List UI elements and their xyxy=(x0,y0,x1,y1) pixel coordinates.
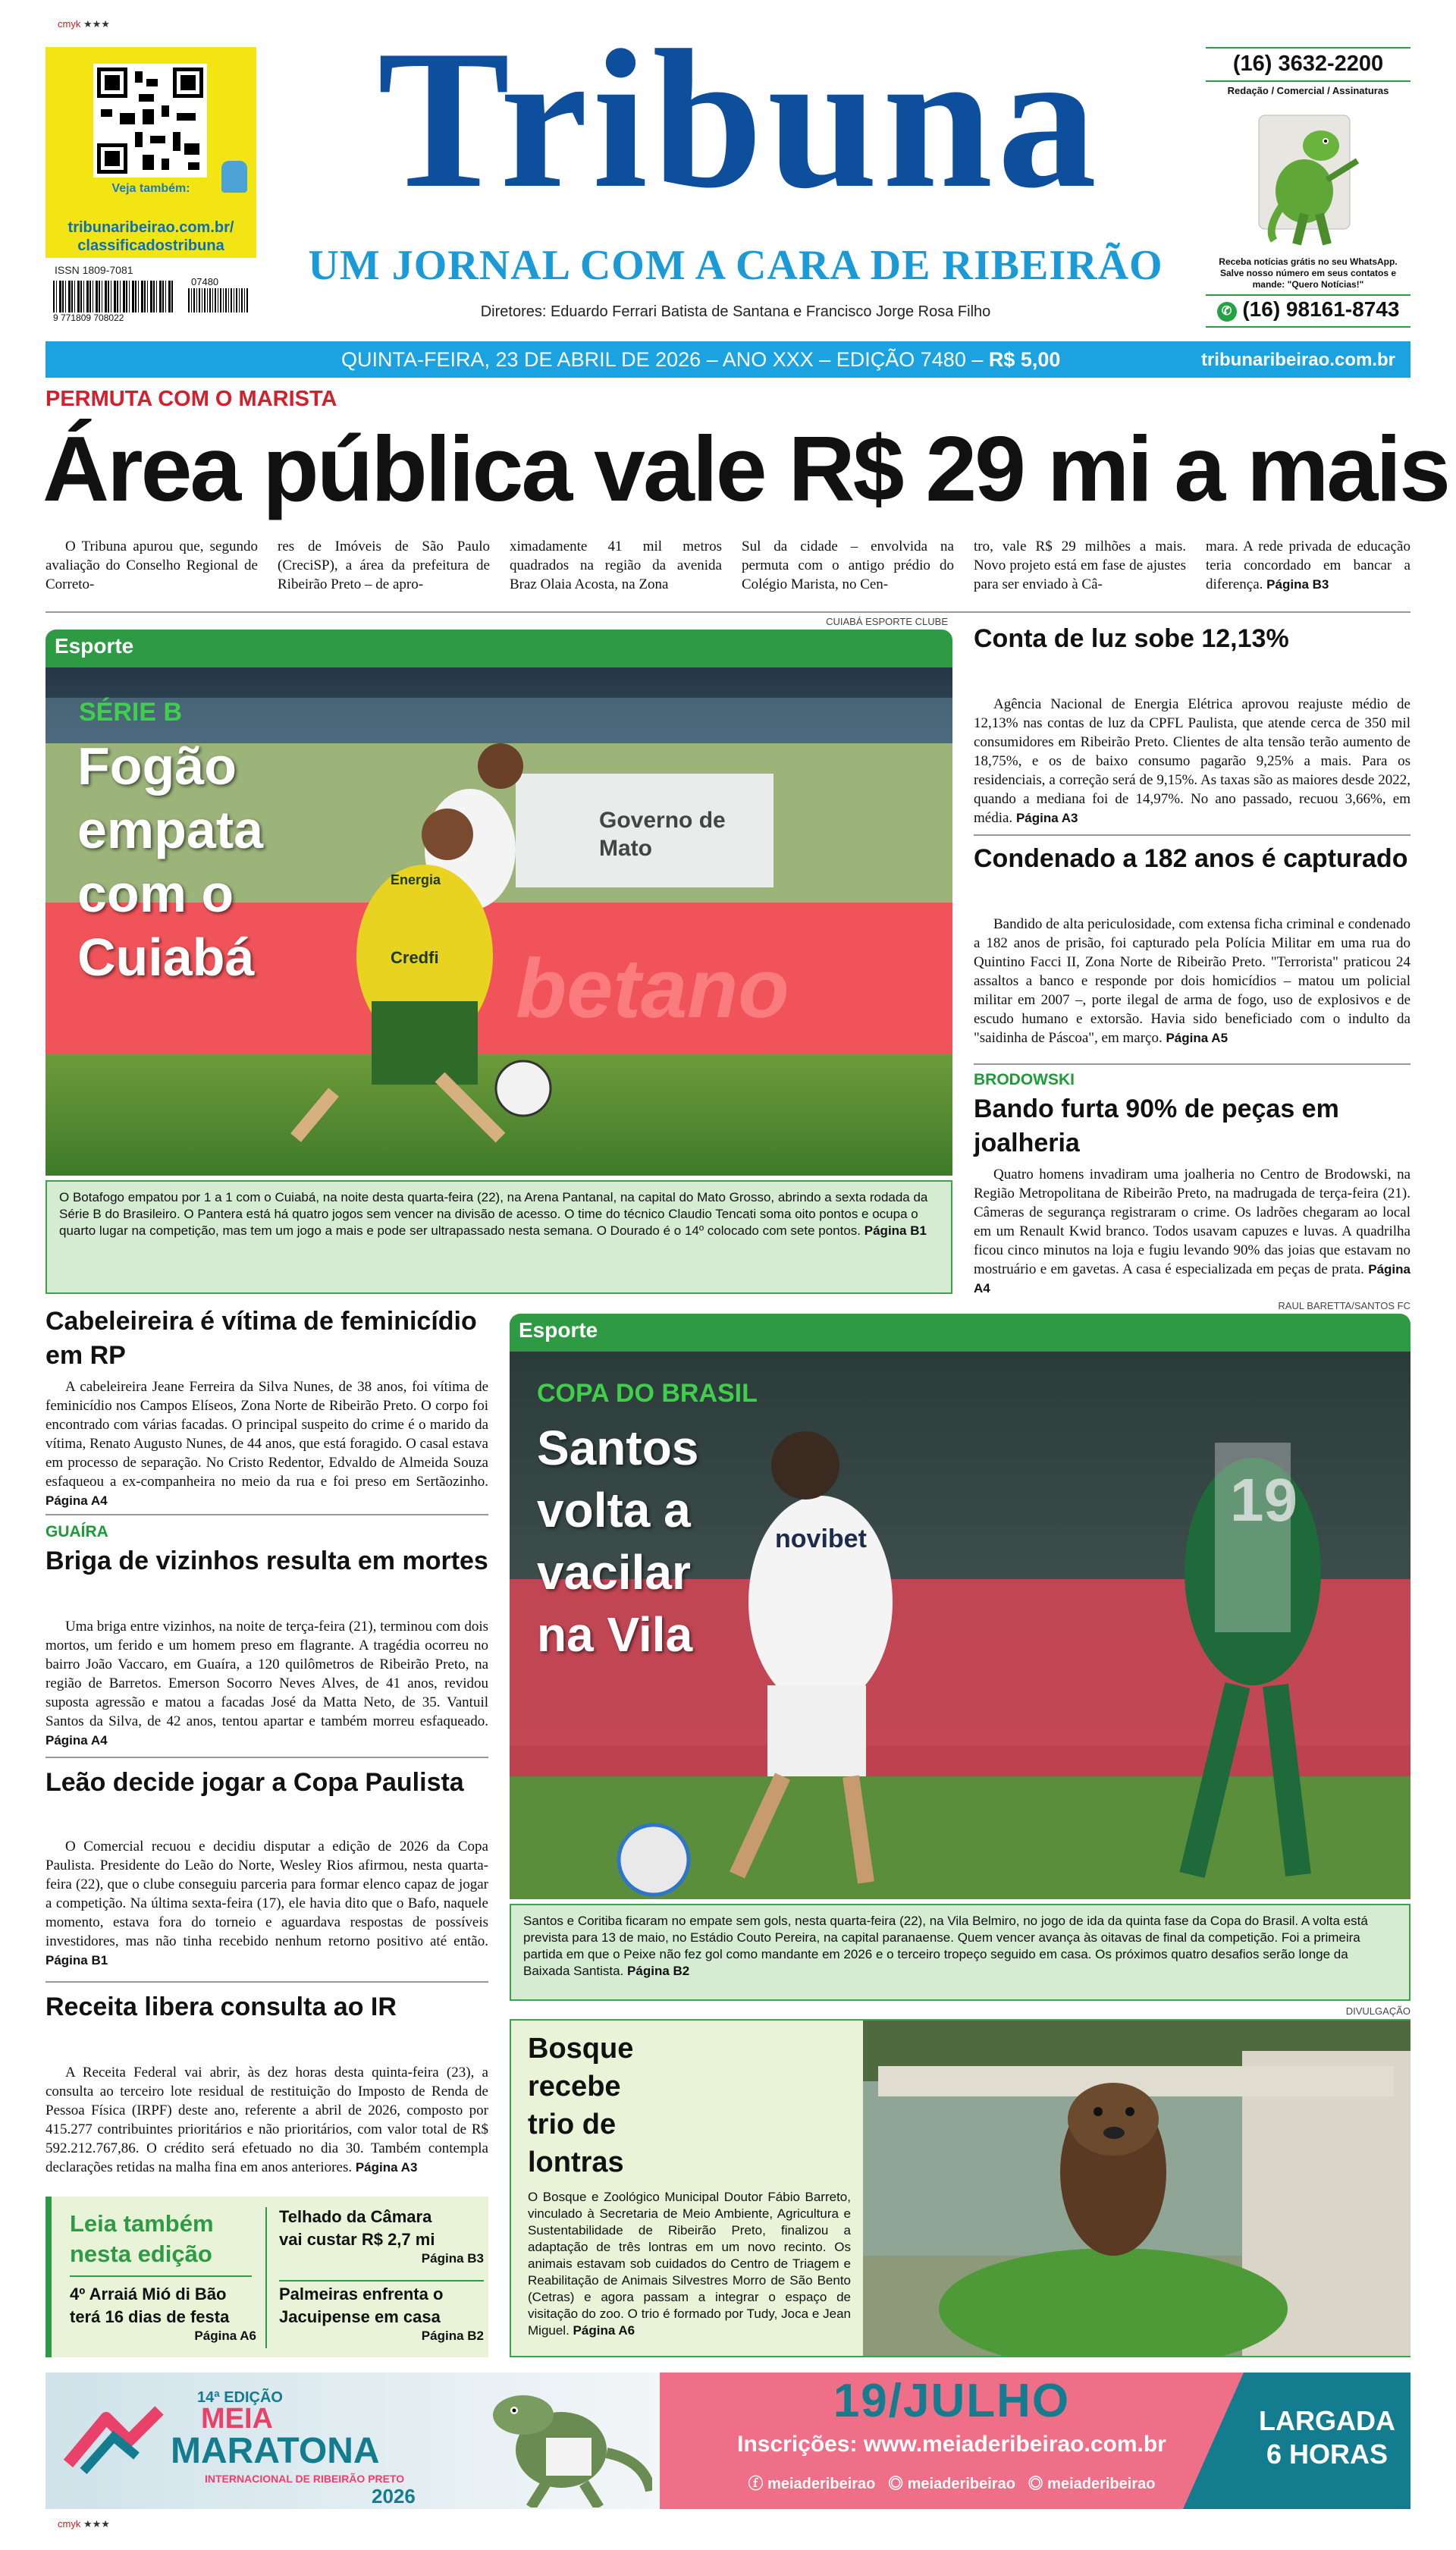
sport1-section-bar[interactable]: Esporte xyxy=(46,630,952,667)
instagram-icon: ◎ xyxy=(888,2476,904,2492)
ad-year: 2026 xyxy=(372,2485,416,2508)
photo-banner: betano xyxy=(516,942,789,1035)
bosque-credit: DIVULGAÇÃO xyxy=(1345,2005,1410,2017)
issn: ISSN 1809-7081 xyxy=(55,264,133,276)
left-story-4-text: A Receita Federal vai abrir, às dez horas desta quinta-feira (23), a consulta ao terceiro lote residual de restituição do Imposto de Renda de Pessoa Física (IRPF) deste ano, referente a abril de 2026, composto por 415.277 contribuintes prioritários e não prioritários, com valor total de R$ 592.212.767,86. O crédito será efetuado no dia 30. Também contempla declarações retidas na malha fina em anos anteriores. Página A3 xyxy=(46,2065,488,2175)
cmyk-mark-bottom: cmyk ★★★ xyxy=(58,2518,110,2530)
ad-banner[interactable] xyxy=(46,2373,1410,2509)
qr-block[interactable] xyxy=(46,47,256,258)
leia-item-1[interactable]: Telhado da Câmara vai custar R$ 2,7 mi Página B3 xyxy=(279,2207,484,2266)
qr-code[interactable] xyxy=(93,64,207,177)
right-story-1-text: Agência Nacional de Energia Elétrica aprovou reajuste médio de 12,13% nas contas de luz da CPFL Paulista, que atende cerca de 350 mil consumidores em Ribeirão Preto. Clientes de alta tensão terão aumento de 18,75%, e os de baixo consumo pagarão 9,25% a mais. Para os residenciais, a correção será de 9,15%. As taxas são as maiores desde 2022, quando a mediana foi de 14,97%. No ano passado, recuou 3,66%, em média. Página A3 xyxy=(974,696,1410,826)
whatsapp-icon: ✆ xyxy=(1217,302,1237,322)
photo-shirt-1: Energia xyxy=(391,872,441,887)
right-column xyxy=(974,622,1410,1312)
right-story-2-text: Bandido de alta periculosidade, com extensa ficha criminal e condenado a 182 anos de prisão, foi capturado pela Polícia Militar em uma rua do Quintino Facci II, Zona Norte de Ribeirão Preto. "Terrorista" praticou 24 assaltos a banco e responde por dois homicídios – matou um policial militar em 2007 –, porte ilegal de arma de fogo, uso de explosivos e de escudo humano e extorsão. Havia sido beneficiado com o indulto da "saidinha de Páscoa", em março. Página A5 xyxy=(974,916,1410,1046)
ad-edition: 14ª EDIÇÃO xyxy=(197,2389,283,2406)
left-story-3-headline[interactable]: Leão decide jogar a Copa Paulista xyxy=(46,1768,464,1797)
contact-block xyxy=(1206,47,1410,328)
lead-headline[interactable]: Área pública vale R$ 29 mi a mais xyxy=(42,417,1449,520)
running-logo-icon xyxy=(61,2395,182,2479)
phone-number[interactable]: (16) 3632-2200 xyxy=(1232,52,1384,76)
whatsapp-text: Receba notícias grátis no seu WhatsApp. Salve nosso número em seus contatos e mande: "Quero Notícias!" xyxy=(1219,256,1398,290)
sport1-title[interactable]: Fogão empata com o Cuiabá xyxy=(77,736,264,987)
sport2-credit: RAUL BARETTA/SANTOS FC xyxy=(1278,1300,1410,1311)
leia-box xyxy=(46,2197,488,2357)
facebook-icon: ⓕ xyxy=(748,2476,764,2492)
cmyk-mark-top: cmyk ★★★ xyxy=(58,18,110,30)
right-story-3-headline[interactable]: Bando furta 90% de peças em joalheria xyxy=(974,1094,1339,1157)
ad-subtitle: INTERNACIONAL DE RIBEIRÃO PRETO xyxy=(205,2473,405,2485)
right-story-3-text: Quatro homens invadiram uma joalheria no Centro de Brodowski, na Região Metropolitana de Ribeirão Preto, na madrugada de terça-feira (21). Câmeras de segurança registraram o crime. Os ladrões chegaram ao local em um Renault Kwid branco. Todos usavam capuzes e luvas. A quadrilha ficou cinco minutos na loja e fugiu levando 90% das joias que estavam no mostruário e em gavetas. A casa é especializada em peças de prata. Página A4 xyxy=(974,1167,1410,1295)
left-story-3-text: O Comercial recuou e decidiu disputar a edição de 2026 da Copa Paulista. Presidente do Leão do Norte, Wesley Rios afirmou, nesta quarta-feira (22), que o clube conseguiu parceria para formar elenco capaz de jogar a competição. Na última sexta-feira (17), ele havia dito que o Bafo, naquele momento, estava fora do torneio e aguardava respostas de possíveis investidores, mas não tinha recebido nenhum retorno positivo até então. Página B1 xyxy=(46,1839,488,1967)
leia-item-2[interactable]: 4º Arraiá Mió di Bão terá 16 dias de festa Página A6 xyxy=(70,2285,256,2343)
sport2-section-bar[interactable]: Esporte xyxy=(510,1314,1410,1352)
masthead-title[interactable]: Tribuna xyxy=(377,9,1102,229)
left-story-4-headline[interactable]: Receita libera consulta ao IR xyxy=(46,1993,397,2021)
lead-body xyxy=(46,537,1410,604)
left-story-2-text: Uma briga entre vizinhos, na noite de terça-feira (21), terminou com dois mortos, um ferido e um homem preso em flagrante. A tragédia ocorreu no bairro João Vaccaro, em Guaíra, a 120 quilômetros de Ribeirão Preto, na região de Barretos. Emerson Socorro Neves Alves, de 41 anos, revidou suposta agressão e matou a facadas José da Matta Neto, de 35. Vantuil Santos da Silva, de 42 anos, tentou apartar e também morreu esfaqueado. Página A4 xyxy=(46,1619,488,1748)
sport2-photo[interactable] xyxy=(510,1352,1410,1899)
sport1-caption: O Botafogo empatou por 1 a 1 com o Cuiabá, na noite desta quarta-feira (22), na Arena Pantanal, na capital do Mato Grosso, abrindo a sexta rodada da Série B do Brasileiro. O Pantera está há quatro jogos sem vencer na divisão de acesso. O time do técnico Claudio Tencati soma oito pontos e ocupa o quarto lugar na competição, mas tem um jogo a mais e pode ser ultrapassado nesta semana. O Dourado é o 14º colocado com sete pontos. Página B1 xyxy=(46,1180,952,1294)
sport2-caption: Santos e Coritiba ficaram no empate sem gols, nesta quarta-feira (22), na Vila Belmiro, no jogo de ida da quinta fase da Copa do Brasil. A volta está prevista para 13 de maio, no Estádio Couto Pereira, na capital paranaense. Quem vencer avança às oitavas de final da competição. Foi a primeira partida em que o Peixe não fez gol como mandante em 2026 e o terceiro tropeço seguido em casa. Os próximos quatro desafios serão longe da Baixada Santista. Página B2 xyxy=(510,1904,1410,2001)
masthead-tagline: UM JORNAL COM A CARA DE RIBEIRÃO xyxy=(308,242,1163,289)
photo-sponsor: novibet xyxy=(775,1525,867,1553)
ad-socials[interactable]: ⓕ meiaderibeirao ◎ meiaderibeirao ◎ meiaderibeirao xyxy=(748,2476,1156,2492)
dateline-bar xyxy=(46,341,1410,378)
ad-largada: LARGADA 6 HORAS xyxy=(1259,2405,1395,2470)
lead-col-5: tro, vale R$ 29 milhões a mais. Novo projeto está em fase de ajustes para ser enviado à Câ- xyxy=(974,539,1186,592)
leia-item-3[interactable]: Palmeiras enfrenta o Jacuipense em casa Página B2 xyxy=(279,2285,484,2343)
right-story-2-headline[interactable]: Condenado a 182 anos é capturado xyxy=(974,844,1408,873)
left-story-1-text: A cabeleireira Jeane Ferreira da Silva Nunes, de 38 anos, foi vítima de feminicídio nos Campos Elíseos, Zona Norte de Ribeirão Preto. O corpo foi encontrado com várias facadas. O principal suspeito do crime é o marido da vítima, Renato Augusto Nunes, de 44 anos, que está foragido. O casal estava em processo de separação. No Cristo Redentor, Edvaldo de Almeida Souza esfaqueou a ex-companheira no meio da rua e foi preso em Sertãozinho. Página A4 xyxy=(46,1379,488,1508)
bosque-box xyxy=(510,2019,1410,2357)
sport2-title[interactable]: Santos volta a vacilar na Vila xyxy=(537,1421,699,1662)
ad-date: 19/JULHO xyxy=(833,2375,1071,2427)
departments: Redação / Comercial / Assinaturas xyxy=(1227,85,1389,96)
photo-sign-2: Mato xyxy=(599,836,652,861)
dateline-website[interactable]: tribunaribeirao.com.br xyxy=(1200,350,1395,370)
photo-shirt-2: Credfi xyxy=(391,948,439,967)
web-icon: ◎ xyxy=(1028,2476,1043,2492)
right-story-3-kicker: BRODOWSKI xyxy=(974,1071,1075,1088)
ad-inscricoes[interactable]: Inscrições: www.meiaderibeirao.com.br xyxy=(737,2432,1166,2457)
left-column xyxy=(46,1305,488,2184)
directors-line: Diretores: Eduardo Ferrari Batista de Santana e Francisco Jorge Rosa Filho xyxy=(480,303,991,320)
photo-shirt-number: 19 xyxy=(1230,1466,1298,1534)
lead-kicker: PERMUTA COM O MARISTA xyxy=(46,387,337,411)
sport1-tag: SÉRIE B xyxy=(79,698,183,727)
lead-col-2: res de Imóveis de São Paulo (CreciSP), a área da prefeitura de Ribeirão Preto – de apro- xyxy=(278,539,490,592)
sport1-photo[interactable] xyxy=(46,667,952,1176)
whatsapp-number[interactable]: ✆ (16) 98161-8743 xyxy=(1206,297,1410,322)
lead-col-6: mara. A rede privada de educação teria concordado em bancar a diferença. Página B3 xyxy=(1206,539,1410,592)
qr-site-link[interactable]: tribunaribeirao.com.br/ classificadostribuna xyxy=(67,219,234,254)
left-story-2-headline[interactable]: Briga de vizinhos resulta em mortes xyxy=(46,1547,488,1575)
dinosaur-mascot-icon xyxy=(1251,100,1373,252)
otter-photo[interactable] xyxy=(863,2021,1410,2356)
bosque-text: O Bosque e Zoológico Municipal Doutor Fábio Barreto, vinculado à Secretaria de Meio Ambiente, Agricultura e Sustentabilidade de Ribeirão Preto, finalizou a adaptação de três lontras em um novo recinto. Os animais estavam sob cuidados do Centro de Triagem e Reabilitação de Animais Silvestres Morro de São Bento (Cetras) e agora passam a integrar o espaço de visitação do zoo. O trio é formado por Tudy, Joca e Jean Miguel. Página A6 xyxy=(528,2190,851,2338)
bosque-title[interactable]: Bosque recebe trio de lontras xyxy=(528,2033,634,2178)
lead-col-4: Sul da cidade – envolvida na permuta com o antigo prédio do Colégio Marista, no Cen- xyxy=(742,539,954,592)
lead-col-1: O Tribuna apurou que, segundo avaliação do Conselho Regional de Correto- xyxy=(46,539,258,592)
veja-tambem-label: Veja também: xyxy=(111,182,190,195)
lead-col-3: ximadamente 41 mil metros quadrados na região da avenida Braz Olaia Acosta, na Zona xyxy=(510,539,722,592)
photo-sign-1: Governo de xyxy=(599,808,726,833)
right-story-1-headline[interactable]: Conta de luz sobe 12,13% xyxy=(974,624,1289,653)
leia-title: Leia também nesta edição xyxy=(70,2210,214,2267)
dinosaur-runner-icon xyxy=(470,2377,652,2508)
left-story-1-headline[interactable]: Cabeleireira é vítima de feminicídio em RP xyxy=(46,1307,477,1370)
left-story-2-kicker: GUAÍRA xyxy=(46,1523,108,1540)
ad-name-2: MARATONA xyxy=(171,2431,380,2471)
sport1-credit: CUIABÁ ESPORTE CLUBE xyxy=(826,616,948,627)
dateline-text: QUINTA-FEIRA, 23 DE ABRIL DE 2026 – ANO XXX – EDIÇÃO 7480 – R$ 5,00 xyxy=(341,348,1061,371)
sport2-tag: COPA DO BRASIL xyxy=(537,1379,758,1408)
ad-name-1: MEIA xyxy=(201,2403,273,2435)
barcode: 9 771809 708022 07480 xyxy=(53,281,250,323)
